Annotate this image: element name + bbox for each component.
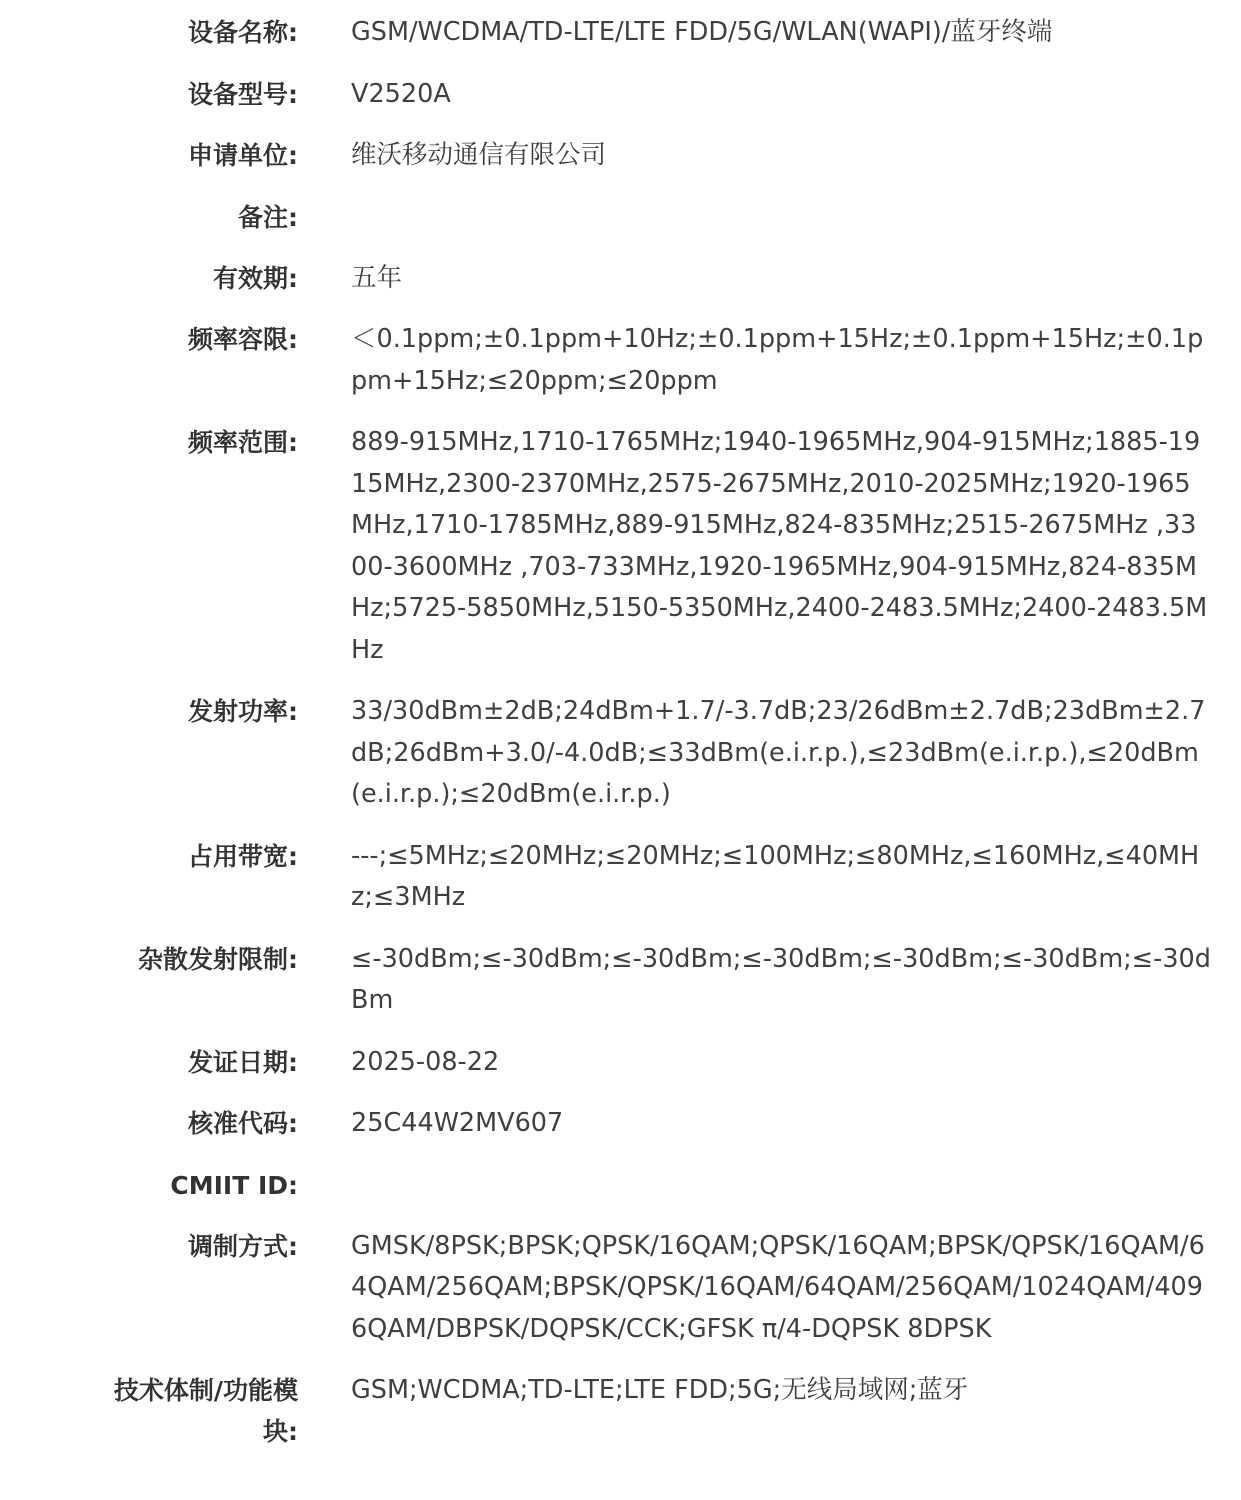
row-technology [0,1370,1241,1452]
label-applicant: 申请单位: [188,141,298,170]
value-frequency-tolerance: ＜0.1ppm;±0.1ppm+10Hz;±0.1ppm+15Hz;±0.1ppm+15Hz;±0.1ppm+15Hz;≤20ppm;≤20ppm [351,324,1204,396]
spec-list [0,12,1241,1472]
label-modulation: 调制方式: [188,1231,298,1261]
label-frequency-tolerance: 频率容限: [188,325,298,354]
value-device-name: GSM/WCDMA/TD-LTE/LTE FDD/5G/WLAN(WAPI)/蓝牙终端 [351,17,1053,47]
label-occupied-bandwidth: 占用带宽: [188,841,298,871]
label-validity: 有效期: [213,263,298,293]
value-issue-date: 2025-08-22 [351,1046,500,1077]
label-transmit-power: 发射功率: [188,697,298,726]
row-remarks [0,197,1241,238]
label-approval-code: 核准代码: [188,1109,298,1138]
value-spurious-emission: ≤-30dBm;≤-30dBm;≤-30dBm;≤-30dBm;≤-30dBm;≤-30dBm;≤-30dBm [351,943,1211,1015]
row-cmiit-id [0,1165,1241,1206]
label-cmiit-id: CMIIT ID: [170,1170,298,1200]
row-applicant [0,135,1241,177]
row-issue-date [0,1042,1241,1084]
row-validity [0,258,1241,300]
label-spurious-emission: 杂散发射限制: [138,944,298,974]
row-device-model [0,74,1241,116]
row-spurious-emission [0,939,1241,1022]
label-technology: 技术体制/功能模块: [113,1376,298,1446]
row-frequency-tolerance [0,319,1241,402]
label-device-name: 设备名称: [188,18,298,47]
value-occupied-bandwidth: ---;≤5MHz;≤20MHz;≤20MHz;≤100MHz;≤80MHz,≤160MHz,≤40MHz;≤3MHz [351,840,1200,912]
value-transmit-power: 33/30dBm±2dB;24dBm+1.7/-3.7dB;23/26dBm±2.7dB;23dBm±2.7dB;26dBm+3.0/-4.0dB;≤33dBm(e.i.r.p.),≤23dBm(e.i.r.p.),≤20dBm(e.i.r.p.);≤20dBm(e.i.r.p.) [351,696,1206,809]
value-cmiit-id [351,1165,1211,1206]
value-remarks [351,197,1211,238]
row-modulation [0,1226,1241,1351]
label-remarks: 备注: [238,202,298,232]
value-applicant: 维沃移动通信有限公司 [351,140,607,170]
row-occupied-bandwidth [0,836,1241,919]
value-device-model: V2520A [351,78,451,109]
row-transmit-power [0,691,1241,816]
label-device-model: 设备型号: [188,79,298,109]
value-technology: GSM;WCDMA;TD-LTE;LTE FDD;5G;无线局域网;蓝牙 [351,1375,969,1405]
value-validity: 五年 [351,262,403,293]
label-frequency-range: 频率范围: [188,428,298,457]
value-modulation: GMSK/8PSK;BPSK;QPSK/16QAM;QPSK/16QAM;BPSK/QPSK/16QAM/64QAM/256QAM;BPSK/QPSK/16QAM/64QAM/256QAM/1024QAM/4096QAM/DBPSK/DQPSK/CCK;GFSK π/4-DQPSK 8DPSK [351,1230,1205,1344]
value-frequency-range: 889-915MHz,1710-1765MHz;1940-1965MHz,904-915MHz;1885-1915MHz,2300-2370MHz,2575-2675MHz,2010-2025MHz;1920-1965MHz,1710-1785MHz,889-915MHz,824-835MHz;2515-2675MHz ,3300-3600MHz ,703-733MHz,1920-1965MHz,904-915MHz,824-835MHz;5725-5850MHz,5150-5350MHz,2400-2483.5MHz;2400-2483.5MHz [351,427,1208,665]
value-approval-code: 25C44W2MV607 [351,1108,564,1138]
row-frequency-range [0,422,1241,671]
row-approval-code [0,1103,1241,1145]
label-issue-date: 发证日期: [188,1047,298,1077]
row-device-name [0,12,1241,54]
